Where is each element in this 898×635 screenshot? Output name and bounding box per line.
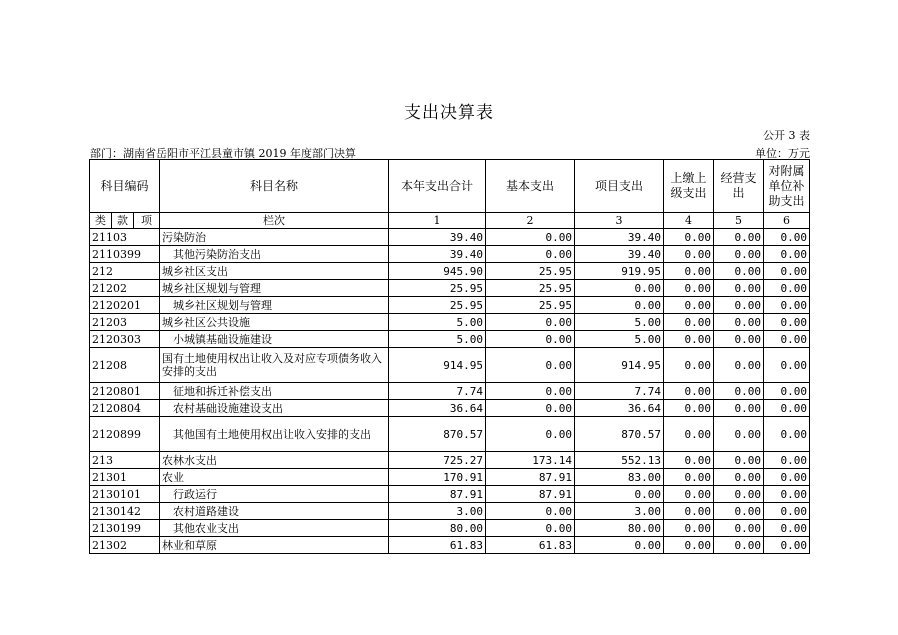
subject-name-cell: 城乡社区规划与管理: [160, 297, 389, 314]
project-cell: 36.64: [575, 400, 664, 417]
subject-code-cell: 21208: [90, 348, 160, 383]
total-cell: 5.00: [389, 314, 486, 331]
subject-name-cell: 农林水支出: [160, 452, 389, 469]
basic-cell: 0.00: [486, 520, 575, 537]
total-cell: 25.95: [389, 297, 486, 314]
header-basic: 基本支出: [486, 160, 575, 213]
subject-name-cell: 其他国有土地使用权出让收入安排的支出: [160, 417, 389, 452]
total-cell: 3.00: [389, 503, 486, 520]
subject-name-cell: 农村道路建设: [160, 503, 389, 520]
total-cell: 725.27: [389, 452, 486, 469]
subheader-lanci: 栏次: [160, 213, 389, 229]
table-number: 公开 3 表: [763, 129, 810, 142]
header-row: [90, 160, 810, 213]
basic-cell: 25.95: [486, 280, 575, 297]
business-cell: 0.00: [714, 348, 764, 383]
basic-cell: 25.95: [486, 263, 575, 280]
subject-code-cell: 21302: [90, 537, 160, 554]
subject-code-cell: 212: [90, 263, 160, 280]
business-cell: 0.00: [714, 246, 764, 263]
subsidy-cell: 0.00: [764, 331, 810, 348]
header-business: 经营支出: [714, 160, 764, 213]
business-cell: 0.00: [714, 452, 764, 469]
upper-cell: 0.00: [664, 417, 714, 452]
subsidy-cell: 0.00: [764, 263, 810, 280]
header-subject-code: 科目编码: [90, 160, 160, 213]
subject-name-cell: 农业: [160, 469, 389, 486]
upper-cell: 0.00: [664, 348, 714, 383]
upper-cell: 0.00: [664, 452, 714, 469]
project-cell: 919.95: [575, 263, 664, 280]
business-cell: 0.00: [714, 263, 764, 280]
subject-code-cell: 2130199: [90, 520, 160, 537]
subheader-col-2: 2: [486, 213, 575, 229]
basic-cell: 0.00: [486, 331, 575, 348]
total-cell: 25.95: [389, 280, 486, 297]
upper-cell: 0.00: [664, 331, 714, 348]
subsidy-cell: 0.00: [764, 297, 810, 314]
subsidy-cell: 0.00: [764, 537, 810, 554]
total-cell: 87.91: [389, 486, 486, 503]
upper-cell: 0.00: [664, 537, 714, 554]
subheader-kuan: 款: [112, 213, 134, 229]
subject-code-cell: 2120303: [90, 331, 160, 348]
subsidy-cell: 0.00: [764, 469, 810, 486]
table-row: [90, 400, 810, 417]
project-cell: 0.00: [575, 297, 664, 314]
subsidy-cell: 0.00: [764, 314, 810, 331]
project-cell: 7.74: [575, 383, 664, 400]
page-title: 支出决算表: [404, 103, 494, 123]
upper-cell: 0.00: [664, 229, 714, 246]
basic-cell: 0.00: [486, 246, 575, 263]
project-cell: 870.57: [575, 417, 664, 452]
total-cell: 39.40: [389, 229, 486, 246]
subsidy-cell: 0.00: [764, 229, 810, 246]
basic-cell: 0.00: [486, 383, 575, 400]
subsidy-cell: 0.00: [764, 452, 810, 469]
business-cell: 0.00: [714, 417, 764, 452]
subsidy-cell: 0.00: [764, 486, 810, 503]
project-cell: 5.00: [575, 314, 664, 331]
business-cell: 0.00: [714, 383, 764, 400]
subheader-row: [90, 213, 810, 229]
total-cell: 36.64: [389, 400, 486, 417]
upper-cell: 0.00: [664, 297, 714, 314]
subject-name-cell: 其他污染防治支出: [160, 246, 389, 263]
subsidy-cell: 0.00: [764, 280, 810, 297]
header-subject-name: 科目名称: [160, 160, 389, 213]
upper-cell: 0.00: [664, 280, 714, 297]
subsidy-cell: 0.00: [764, 520, 810, 537]
business-cell: 0.00: [714, 331, 764, 348]
basic-cell: 173.14: [486, 452, 575, 469]
basic-cell: 0.00: [486, 229, 575, 246]
header-upper: 上缴上级支出: [664, 160, 714, 213]
upper-cell: 0.00: [664, 520, 714, 537]
subheader-col-5: 5: [714, 213, 764, 229]
subheader-col-4: 4: [664, 213, 714, 229]
project-cell: 3.00: [575, 503, 664, 520]
total-cell: 80.00: [389, 520, 486, 537]
project-cell: 39.40: [575, 229, 664, 246]
subject-code-cell: 2120801: [90, 383, 160, 400]
upper-cell: 0.00: [664, 400, 714, 417]
subsidy-cell: 0.00: [764, 503, 810, 520]
upper-cell: 0.00: [664, 314, 714, 331]
basic-cell: 25.95: [486, 297, 575, 314]
business-cell: 0.00: [714, 503, 764, 520]
subheader-lei: 类: [90, 213, 112, 229]
basic-cell: 0.00: [486, 503, 575, 520]
subsidy-cell: 0.00: [764, 400, 810, 417]
subject-name-cell: 城乡社区规划与管理: [160, 280, 389, 297]
project-cell: 0.00: [575, 280, 664, 297]
business-cell: 0.00: [714, 400, 764, 417]
subject-code-cell: 213: [90, 452, 160, 469]
subject-code-cell: 21203: [90, 314, 160, 331]
table-row: [90, 486, 810, 503]
subject-name-cell: 农村基础设施建设支出: [160, 400, 389, 417]
basic-cell: 0.00: [486, 400, 575, 417]
upper-cell: 0.00: [664, 503, 714, 520]
total-cell: 170.91: [389, 469, 486, 486]
subject-name-cell: 行政运行: [160, 486, 389, 503]
project-cell: 80.00: [575, 520, 664, 537]
total-cell: 945.90: [389, 263, 486, 280]
project-cell: 552.13: [575, 452, 664, 469]
upper-cell: 0.00: [664, 469, 714, 486]
subheader-col-3: 3: [575, 213, 664, 229]
table-row: [90, 520, 810, 537]
project-cell: 83.00: [575, 469, 664, 486]
header-total: 本年支出合计: [389, 160, 486, 213]
basic-cell: 0.00: [486, 417, 575, 452]
project-cell: 0.00: [575, 537, 664, 554]
basic-cell: 87.91: [486, 486, 575, 503]
table-row: [90, 383, 810, 400]
basic-cell: 87.91: [486, 469, 575, 486]
subject-code-cell: 2130101: [90, 486, 160, 503]
subject-code-cell: 2110399: [90, 246, 160, 263]
upper-cell: 0.00: [664, 246, 714, 263]
subject-name-cell: 林业和草原: [160, 537, 389, 554]
subject-name-cell: 其他农业支出: [160, 520, 389, 537]
project-cell: 39.40: [575, 246, 664, 263]
subsidy-cell: 0.00: [764, 417, 810, 452]
expenditure-table: [89, 159, 810, 554]
table-row: [90, 297, 810, 314]
subsidy-cell: 0.00: [764, 348, 810, 383]
subject-code-cell: 2120201: [90, 297, 160, 314]
table-row: [90, 537, 810, 554]
table-row: [90, 503, 810, 520]
total-cell: 870.57: [389, 417, 486, 452]
total-cell: 61.83: [389, 537, 486, 554]
subject-code-cell: 2120899: [90, 417, 160, 452]
project-cell: 914.95: [575, 348, 664, 383]
table-row: [90, 229, 810, 246]
department-label: 部门：湖南省岳阳市平江县童市镇 2019 年度部门决算: [90, 147, 356, 160]
subheader-xiang: 项: [134, 213, 160, 229]
unit-label: 单位：万元: [755, 147, 810, 160]
subject-name-cell: 国有土地使用权出让收入及对应专项债务收入安排的支出: [160, 348, 389, 383]
subject-name-cell: 城乡社区支出: [160, 263, 389, 280]
business-cell: 0.00: [714, 280, 764, 297]
table-row: [90, 263, 810, 280]
project-cell: 5.00: [575, 331, 664, 348]
business-cell: 0.00: [714, 469, 764, 486]
subject-code-cell: 2130142: [90, 503, 160, 520]
upper-cell: 0.00: [664, 486, 714, 503]
subject-code-cell: 21301: [90, 469, 160, 486]
business-cell: 0.00: [714, 297, 764, 314]
subheader-col-6: 6: [764, 213, 810, 229]
header-project: 项目支出: [575, 160, 664, 213]
total-cell: 5.00: [389, 331, 486, 348]
business-cell: 0.00: [714, 520, 764, 537]
subject-name-cell: 污染防治: [160, 229, 389, 246]
project-cell: 0.00: [575, 486, 664, 503]
total-cell: 7.74: [389, 383, 486, 400]
upper-cell: 0.00: [664, 263, 714, 280]
basic-cell: 0.00: [486, 348, 575, 383]
subheader-col-1: 1: [389, 213, 486, 229]
subject-name-cell: 征地和拆迁补偿支出: [160, 383, 389, 400]
subject-code-cell: 21103: [90, 229, 160, 246]
business-cell: 0.00: [714, 486, 764, 503]
business-cell: 0.00: [714, 537, 764, 554]
table-row: [90, 314, 810, 331]
table-row: [90, 452, 810, 469]
subject-code-cell: 2120804: [90, 400, 160, 417]
table-row: [90, 417, 810, 452]
table-row: [90, 331, 810, 348]
table-row: [90, 469, 810, 486]
header-subsidy: 对附属单位补助支出: [764, 160, 810, 213]
total-cell: 39.40: [389, 246, 486, 263]
basic-cell: 61.83: [486, 537, 575, 554]
subject-name-cell: 小城镇基础设施建设: [160, 331, 389, 348]
business-cell: 0.00: [714, 229, 764, 246]
total-cell: 914.95: [389, 348, 486, 383]
business-cell: 0.00: [714, 314, 764, 331]
table-row: [90, 246, 810, 263]
table-row: [90, 280, 810, 297]
basic-cell: 0.00: [486, 314, 575, 331]
subject-code-cell: 21202: [90, 280, 160, 297]
upper-cell: 0.00: [664, 383, 714, 400]
table-row: [90, 348, 810, 383]
subject-name-cell: 城乡社区公共设施: [160, 314, 389, 331]
subsidy-cell: 0.00: [764, 246, 810, 263]
subsidy-cell: 0.00: [764, 383, 810, 400]
